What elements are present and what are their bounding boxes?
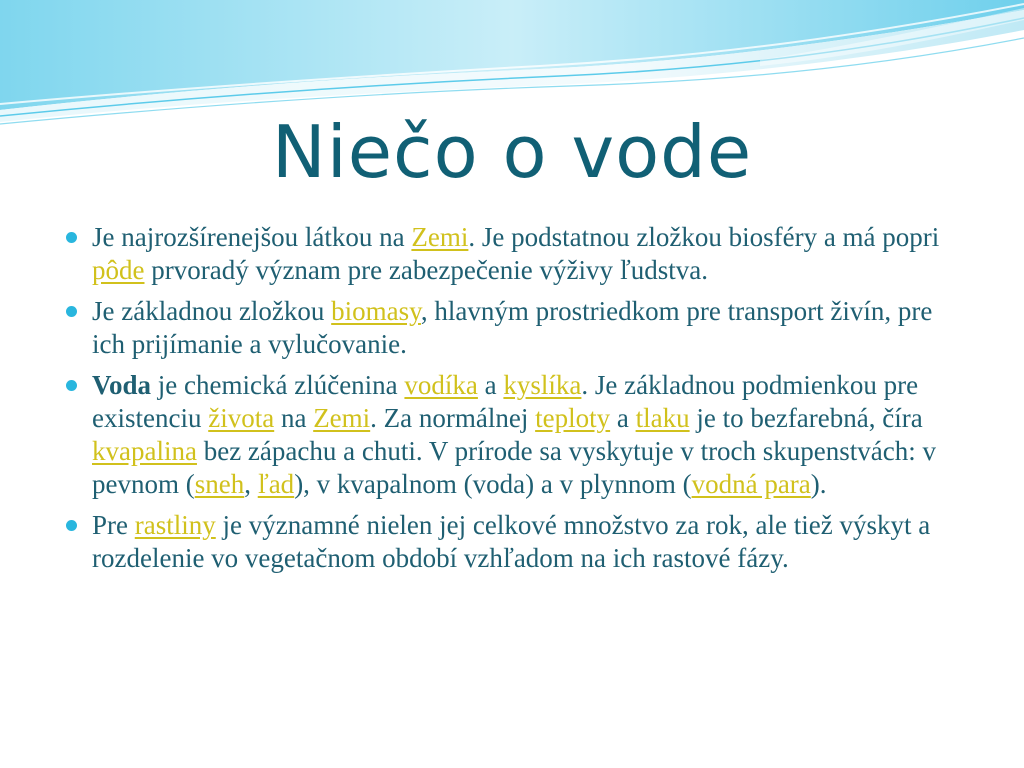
bold-text: Voda bbox=[92, 370, 152, 400]
hyperlink-pôde[interactable]: pôde bbox=[92, 255, 145, 285]
hyperlink-rastliny[interactable]: rastliny bbox=[134, 510, 216, 540]
bullet-dot-icon bbox=[66, 232, 77, 243]
bullet-text: a bbox=[477, 370, 504, 400]
bullet-text: , bbox=[244, 469, 258, 499]
bullet-list bbox=[62, 221, 967, 575]
slide-title: Niečo o vode bbox=[271, 110, 753, 194]
hyperlink-vodíka[interactable]: vodíka bbox=[404, 370, 478, 400]
bullet-text: prvoradý význam pre zabezpečenie výživy ľudstva. bbox=[144, 255, 708, 285]
bullet-item bbox=[62, 295, 967, 361]
hyperlink-sneh[interactable]: sneh bbox=[194, 469, 245, 499]
bullet-text: . Je podstatnou zložkou biosféry a má popri bbox=[468, 222, 940, 252]
bullet-text: bez zápachu a chuti. V prírode sa vyskytuje v troch skupenstvách: v pevnom ( bbox=[92, 436, 937, 499]
hyperlink-tlaku[interactable]: tlaku bbox=[635, 403, 690, 433]
bullet-text: Je základnou zložkou bbox=[92, 296, 332, 326]
hyperlink-kvapalina[interactable]: kvapalina bbox=[92, 436, 197, 466]
bullet-text: a bbox=[610, 403, 636, 433]
bullet-item bbox=[62, 369, 967, 501]
hyperlink-ľad[interactable]: ľad bbox=[257, 469, 295, 499]
bullet-text: je významné nielen jej celkové množstvo za rok, ale tiež výskyt a rozdelenie vo vegetačnom období vzhľadom na ich rastové fázy. bbox=[92, 510, 931, 573]
bullet-text: je chemická zlúčenina bbox=[151, 370, 405, 400]
bullet-text: ). bbox=[810, 469, 827, 499]
bullet-text: . Je základnou podmienkou pre existenciu bbox=[92, 370, 919, 433]
bullet-text: na bbox=[274, 403, 314, 433]
hyperlink-biomasy[interactable]: biomasy bbox=[331, 296, 421, 326]
hyperlink-vodná-para[interactable]: vodná para bbox=[691, 469, 811, 499]
bullet-item bbox=[62, 509, 967, 575]
bullet-text: . Za normálnej bbox=[370, 403, 536, 433]
bullet-dot-icon bbox=[66, 306, 77, 317]
bullet-text: ), v kvapalnom (voda) a v plynnom ( bbox=[294, 469, 692, 499]
hyperlink-zemi[interactable]: Zemi bbox=[313, 403, 371, 433]
slide-content bbox=[62, 221, 967, 583]
bullet-dot-icon bbox=[66, 380, 77, 391]
bullet-text: , hlavným prostriedkom pre transport živín, pre ich prijímanie a vylučovanie. bbox=[92, 296, 933, 359]
bullet-text: Je najrozšírenejšou látkou na bbox=[92, 222, 412, 252]
hyperlink-kyslíka[interactable]: kyslíka bbox=[503, 370, 582, 400]
bullet-text: je to bezfarebná, číra bbox=[689, 403, 923, 433]
bullet-item bbox=[62, 221, 967, 287]
bullet-text: Pre bbox=[92, 510, 135, 540]
hyperlink-teploty[interactable]: teploty bbox=[535, 403, 611, 433]
hyperlink-zemi[interactable]: Zemi bbox=[411, 222, 469, 252]
hyperlink-života[interactable]: života bbox=[208, 403, 275, 433]
bullet-dot-icon bbox=[66, 520, 77, 531]
